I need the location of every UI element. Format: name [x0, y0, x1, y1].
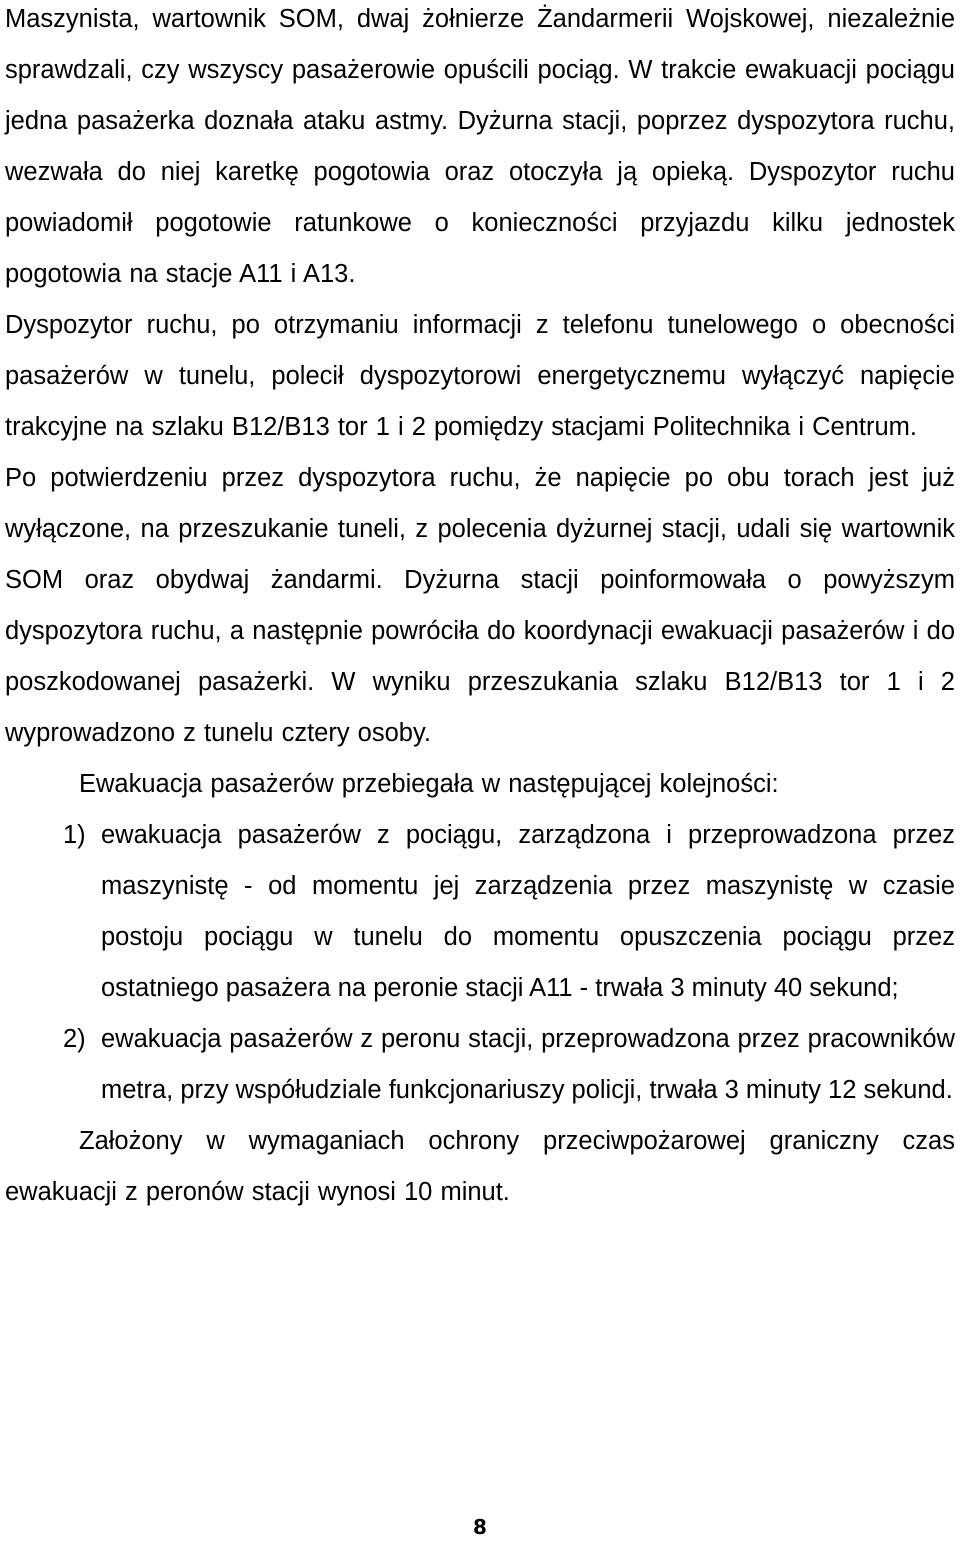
list-item-number: 1)	[63, 821, 86, 849]
paragraph-evacuation-check: Maszynista, wartownik SOM, dwaj żołnierze Żandarmerii Wojskowej, niezależnie sprawdzali, czy wszyscy pasażerowie opuścili pociąg. W trakcie ewakuacji pociągu jedna pasażerka doznała ataku astmy. Dyżurna stacji, poprzez dyspozytora ruchu, wezwała do niej karetkę pogotowia oraz otoczyła ją opieką. Dyspozytor ruchu powiadomił pogotowie ratunkowe o konieczności przyjazdu kilku jednostek pogotowia na stacje A11 i A13.	[5, 5, 955, 288]
list-item	[5, 1014, 955, 1116]
list-item	[5, 810, 955, 1014]
list-item-text: ewakuacja pasażerów z pociągu, zarządzona i przeprowadzona przez maszynistę - od momentu jej zarządzenia przez maszynistę w czasie postoju pociągu w tunelu do momentu opuszczenia pociągu przez ostatniego pasażera na peronie stacji A11 - trwała 3 minuty 40 sekund;	[101, 821, 955, 1002]
evacuation-steps-list	[5, 810, 955, 1116]
paragraph-traction-power: Dyspozytor ruchu, po otrzymaniu informacji z telefonu tunelowego o obecności pasażerów w tunelu, polecił dyspozytorowi energetycznemu wyłączyć napięcie trakcyjne na szlaku B12/B13 tor 1 i 2 pomiędzy stacjami Politechnika i Centrum.	[5, 311, 955, 441]
document-page	[5, 0, 955, 1218]
list-item-text: ewakuacja pasażerów z peronu stacji, przeprowadzona przez pracowników metra, przy współudziale funkcjonariuszy policji, trwała 3 minuty 12 sekund.	[101, 1025, 955, 1104]
list-intro: Ewakuacja pasażerów przebiegała w następującej kolejności:	[79, 770, 779, 798]
page-number: 8	[473, 1515, 487, 1539]
list-item-number: 2)	[63, 1025, 86, 1053]
paragraph-tunnel-search: Po potwierdzeniu przez dyspozytora ruchu, że napięcie po obu torach jest już wyłączone, na przeszukanie tuneli, z polecenia dyżurnej stacji, udali się wartownik SOM oraz obydwaj żandarmi. Dyżurna stacji poinformowała o powyższym dyspozytora ruchu, a następnie powróciła do koordynacji ewakuacji pasażerów i do poszkodowanej pasażerki. W wyniku przeszukania szlaku B12/B13 tor 1 i 2 wyprowadzono z tunelu cztery osoby.	[5, 464, 955, 747]
paragraph-evacuation-time-limit: Założony w wymaganiach ochrony przeciwpożarowej graniczny czas ewakuacji z peronów stacji wynosi 10 minut.	[5, 1127, 955, 1206]
